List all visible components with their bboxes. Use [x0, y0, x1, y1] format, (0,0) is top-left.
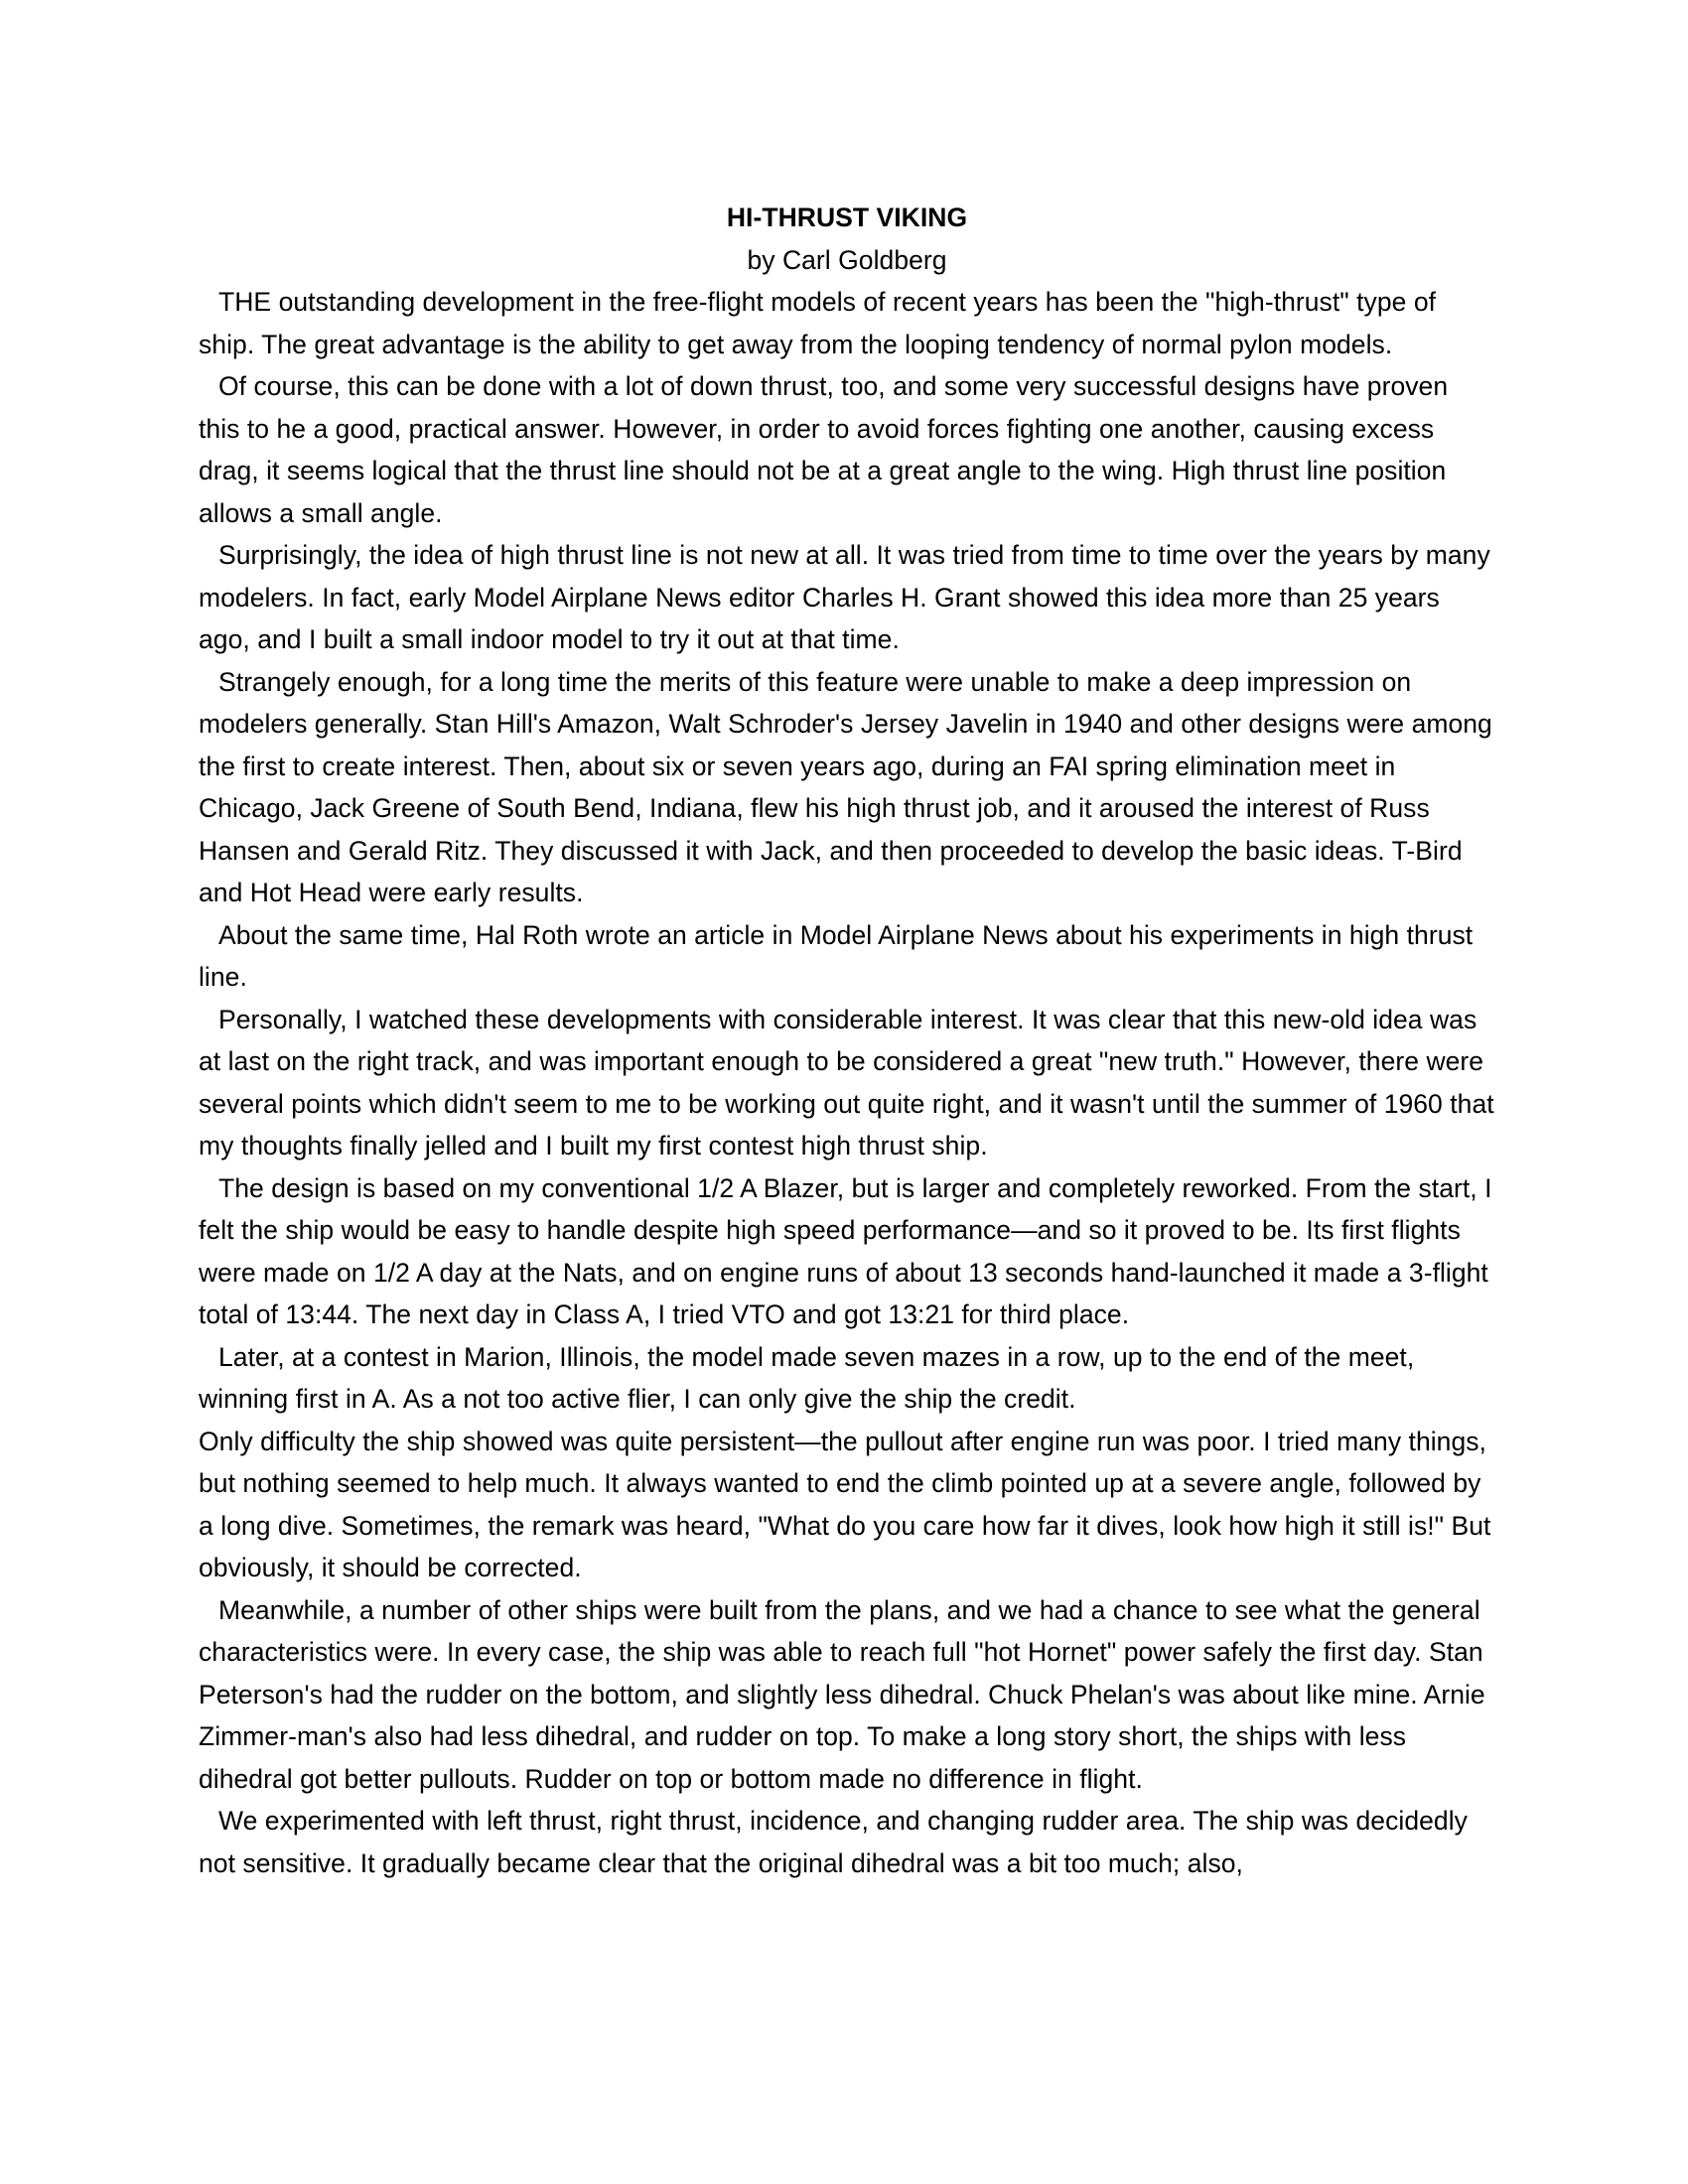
- article-paragraph: Meanwhile, a number of other ships were built from the plans, and we had a chance to see what the general characteristics were. In every case, the ship was able to reach full "hot Hornet" power safely the first day. Stan Peterson's had the rudder on the bottom, and slightly less dihedral. Chuck Phelan's was about like mine. Arnie Zimmer-man's also had less dihedral, and rudder on top. To make a long story short, the ships with less dihedral got better pullouts. Rudder on top or bottom made no difference in flight.: [199, 1594, 1485, 1794]
- article-paragraph: Only difficulty the ship showed was quite persistent—the pullout after engine run was poor. I tried many things, but nothing seemed to help much. It always wanted to end the climb pointed up at a severe angle, followed by a long dive. Sometimes, the remark was heard, "What do you care how far it dives, look how high it still is!" But obviously, it should be corrected.: [199, 1426, 1491, 1582]
- article-paragraph: THE outstanding development in the free-flight models of recent years has been the "high-thrust" type of ship. The great advantage is the ability to get away from the looping tendency of normal pylon models.: [199, 287, 1437, 359]
- article-paragraph: We experimented with left thrust, right thrust, incidence, and changing rudder area. The ship was decidedly not sensitive. It gradually became clear that the original dihedral was a bit too much; also,: [199, 1806, 1468, 1878]
- article-paragraph: The design is based on my conventional 1/2 A Blazer, but is larger and completely reworked. From the start, I felt the ship would be easy to handle despite high speed performance—and so it proved to be. Its first flights were made on 1/2 A day at the Nats, and on engine runs of about 13 seconds hand-launched it made a 3-flight total of 13:44. The next day in Class A, I tried VTO and got 13:21 for third place.: [199, 1172, 1492, 1329]
- article-paragraph: Personally, I watched these developments with considerable interest. It was clear that this new-old idea was at last on the right track, and was important enough to be considered a great "new truth." However, there were several points which didn't seem to me to be working out quite right, and it wasn't until the summer of 1960 that my thoughts finally jelled and I built my first contest high thrust ship.: [199, 1004, 1494, 1160]
- article-paragraph: Surprisingly, the idea of high thrust line is not new at all. It was tried from time to time over the years by many modelers. In fact, early Model Airplane News editor Charles H. Grant showed this idea more than 25 years ago, and I built a small indoor model to try it out at that time.: [199, 540, 1490, 654]
- article-paragraph: Of course, this can be done with a lot of down thrust, too, and some very successful designs have proven this to he a good, practical answer. However, in order to avoid forces fighting one another, causing excess drag, it seems logical that the thrust line should not be at a great angle to the wing. High thrust line position allows a small angle.: [199, 371, 1449, 528]
- article-paragraph: Later, at a contest in Marion, Illinois, the model made seven mazes in a row, up to the end of the meet, winning first in A. As a not too active flier, I can only give the ship the credit.: [199, 1341, 1415, 1414]
- article-paragraph: Strangely enough, for a long time the merits of this feature were unable to make a deep impression on modelers generally. Stan Hill's Amazon, Walt Schroder's Jersey Javelin in 1940 and other designs were among the first to create interest. Then, about six or seven years ago, during an FAI spring elimination meet in Chicago, Jack Greene of South Bend, Indiana, flew his high thrust job, and it aroused the interest of Russ Hansen and Gerald Ritz. They discussed it with Jack, and then proceeded to develop the basic ideas. T-Bird and Hot Head were early results.: [199, 666, 1492, 907]
- article-paragraph: About the same time, Hal Roth wrote an article in Model Airplane News about his experiments in high thrust line.: [199, 919, 1474, 992]
- article-title: HI-THRUST VIKING: [726, 203, 968, 232]
- article-byline: by Carl Goldberg: [747, 244, 947, 275]
- article-page: [199, 197, 1495, 1884]
